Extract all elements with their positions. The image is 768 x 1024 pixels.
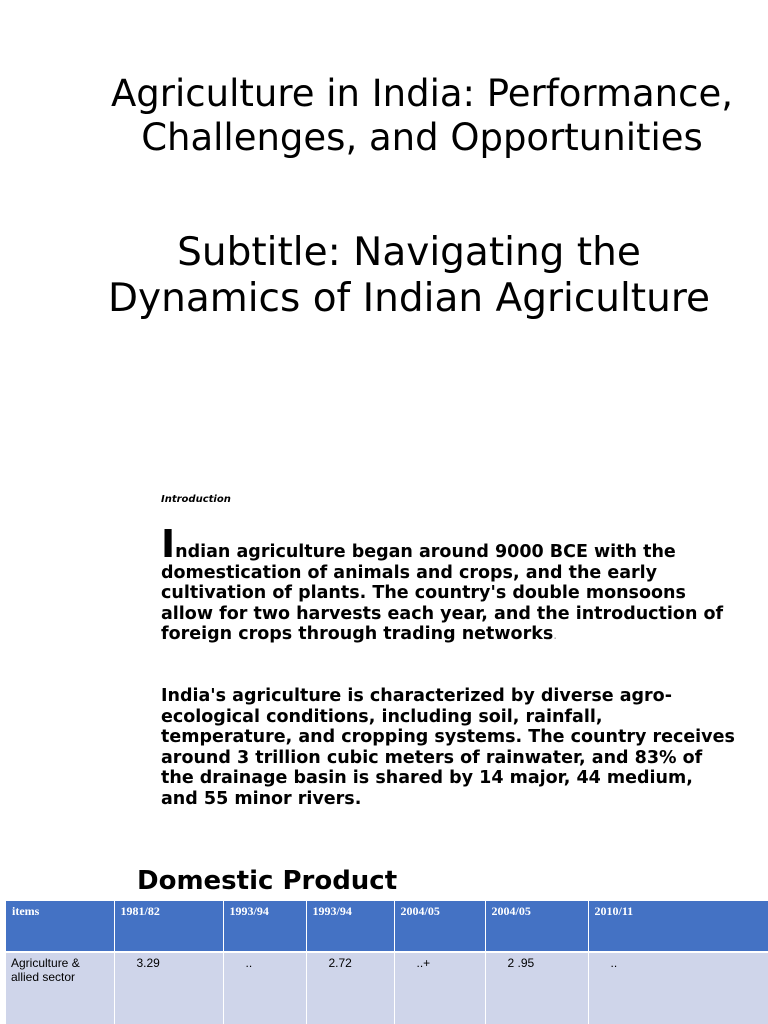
- page-title: Agriculture in India: Performance, Challenges, and Opportunities: [111, 72, 733, 159]
- table-header-row: [6, 901, 768, 952]
- page-subtitle: Subtitle: Navigating the Dynamics of Indian Agriculture: [107, 230, 710, 321]
- table-cell: 2.72: [306, 952, 394, 1024]
- section-label: Introduction: [161, 494, 231, 505]
- table-header-cell: 2010/11: [588, 901, 768, 952]
- table-header-cell: 2004/05: [485, 901, 588, 952]
- table-header-cell: 2004/05: [394, 901, 485, 952]
- table-cell: 3.29: [114, 952, 223, 1024]
- table-header-cell: items: [6, 901, 114, 952]
- paragraph-trailing-dot: .: [553, 628, 558, 642]
- table-cell: 2 .95: [485, 952, 588, 1024]
- table-cell: ..: [223, 952, 306, 1024]
- table-cell: ..+: [394, 952, 485, 1024]
- table-heading: Domestic Product: [137, 866, 398, 896]
- table-cell: ..: [588, 952, 768, 1024]
- table-header-cell: 1981/82: [114, 901, 223, 952]
- intro-paragraph-1: [161, 522, 735, 646]
- table-cell: Agriculture & allied sector: [6, 952, 114, 1024]
- table-header-cell: 1993/94: [306, 901, 394, 952]
- table-row: [6, 952, 768, 1024]
- drop-cap: I: [161, 522, 176, 566]
- intro-paragraph-2: India's agriculture is characterized by diverse agro-ecological conditions, including soil, rainfall, temperature, and cropping systems. The country receives around 3 trillion cubic meters of rainwater, and 83% of the drainage basin is shared by 14 major, 44 medium, and 55 minor rivers.: [161, 686, 735, 809]
- intro-paragraph-1-text: ndian agriculture began around 9000 BCE with the domestication of animals and crops, and the early cultivation of plants. The country's double monsoons allow for two harvests each year, and the introduction of foreign crops through trading networks: [161, 542, 724, 644]
- domestic-product-table: [6, 901, 768, 1024]
- table-header-cell: 1993/94: [223, 901, 306, 952]
